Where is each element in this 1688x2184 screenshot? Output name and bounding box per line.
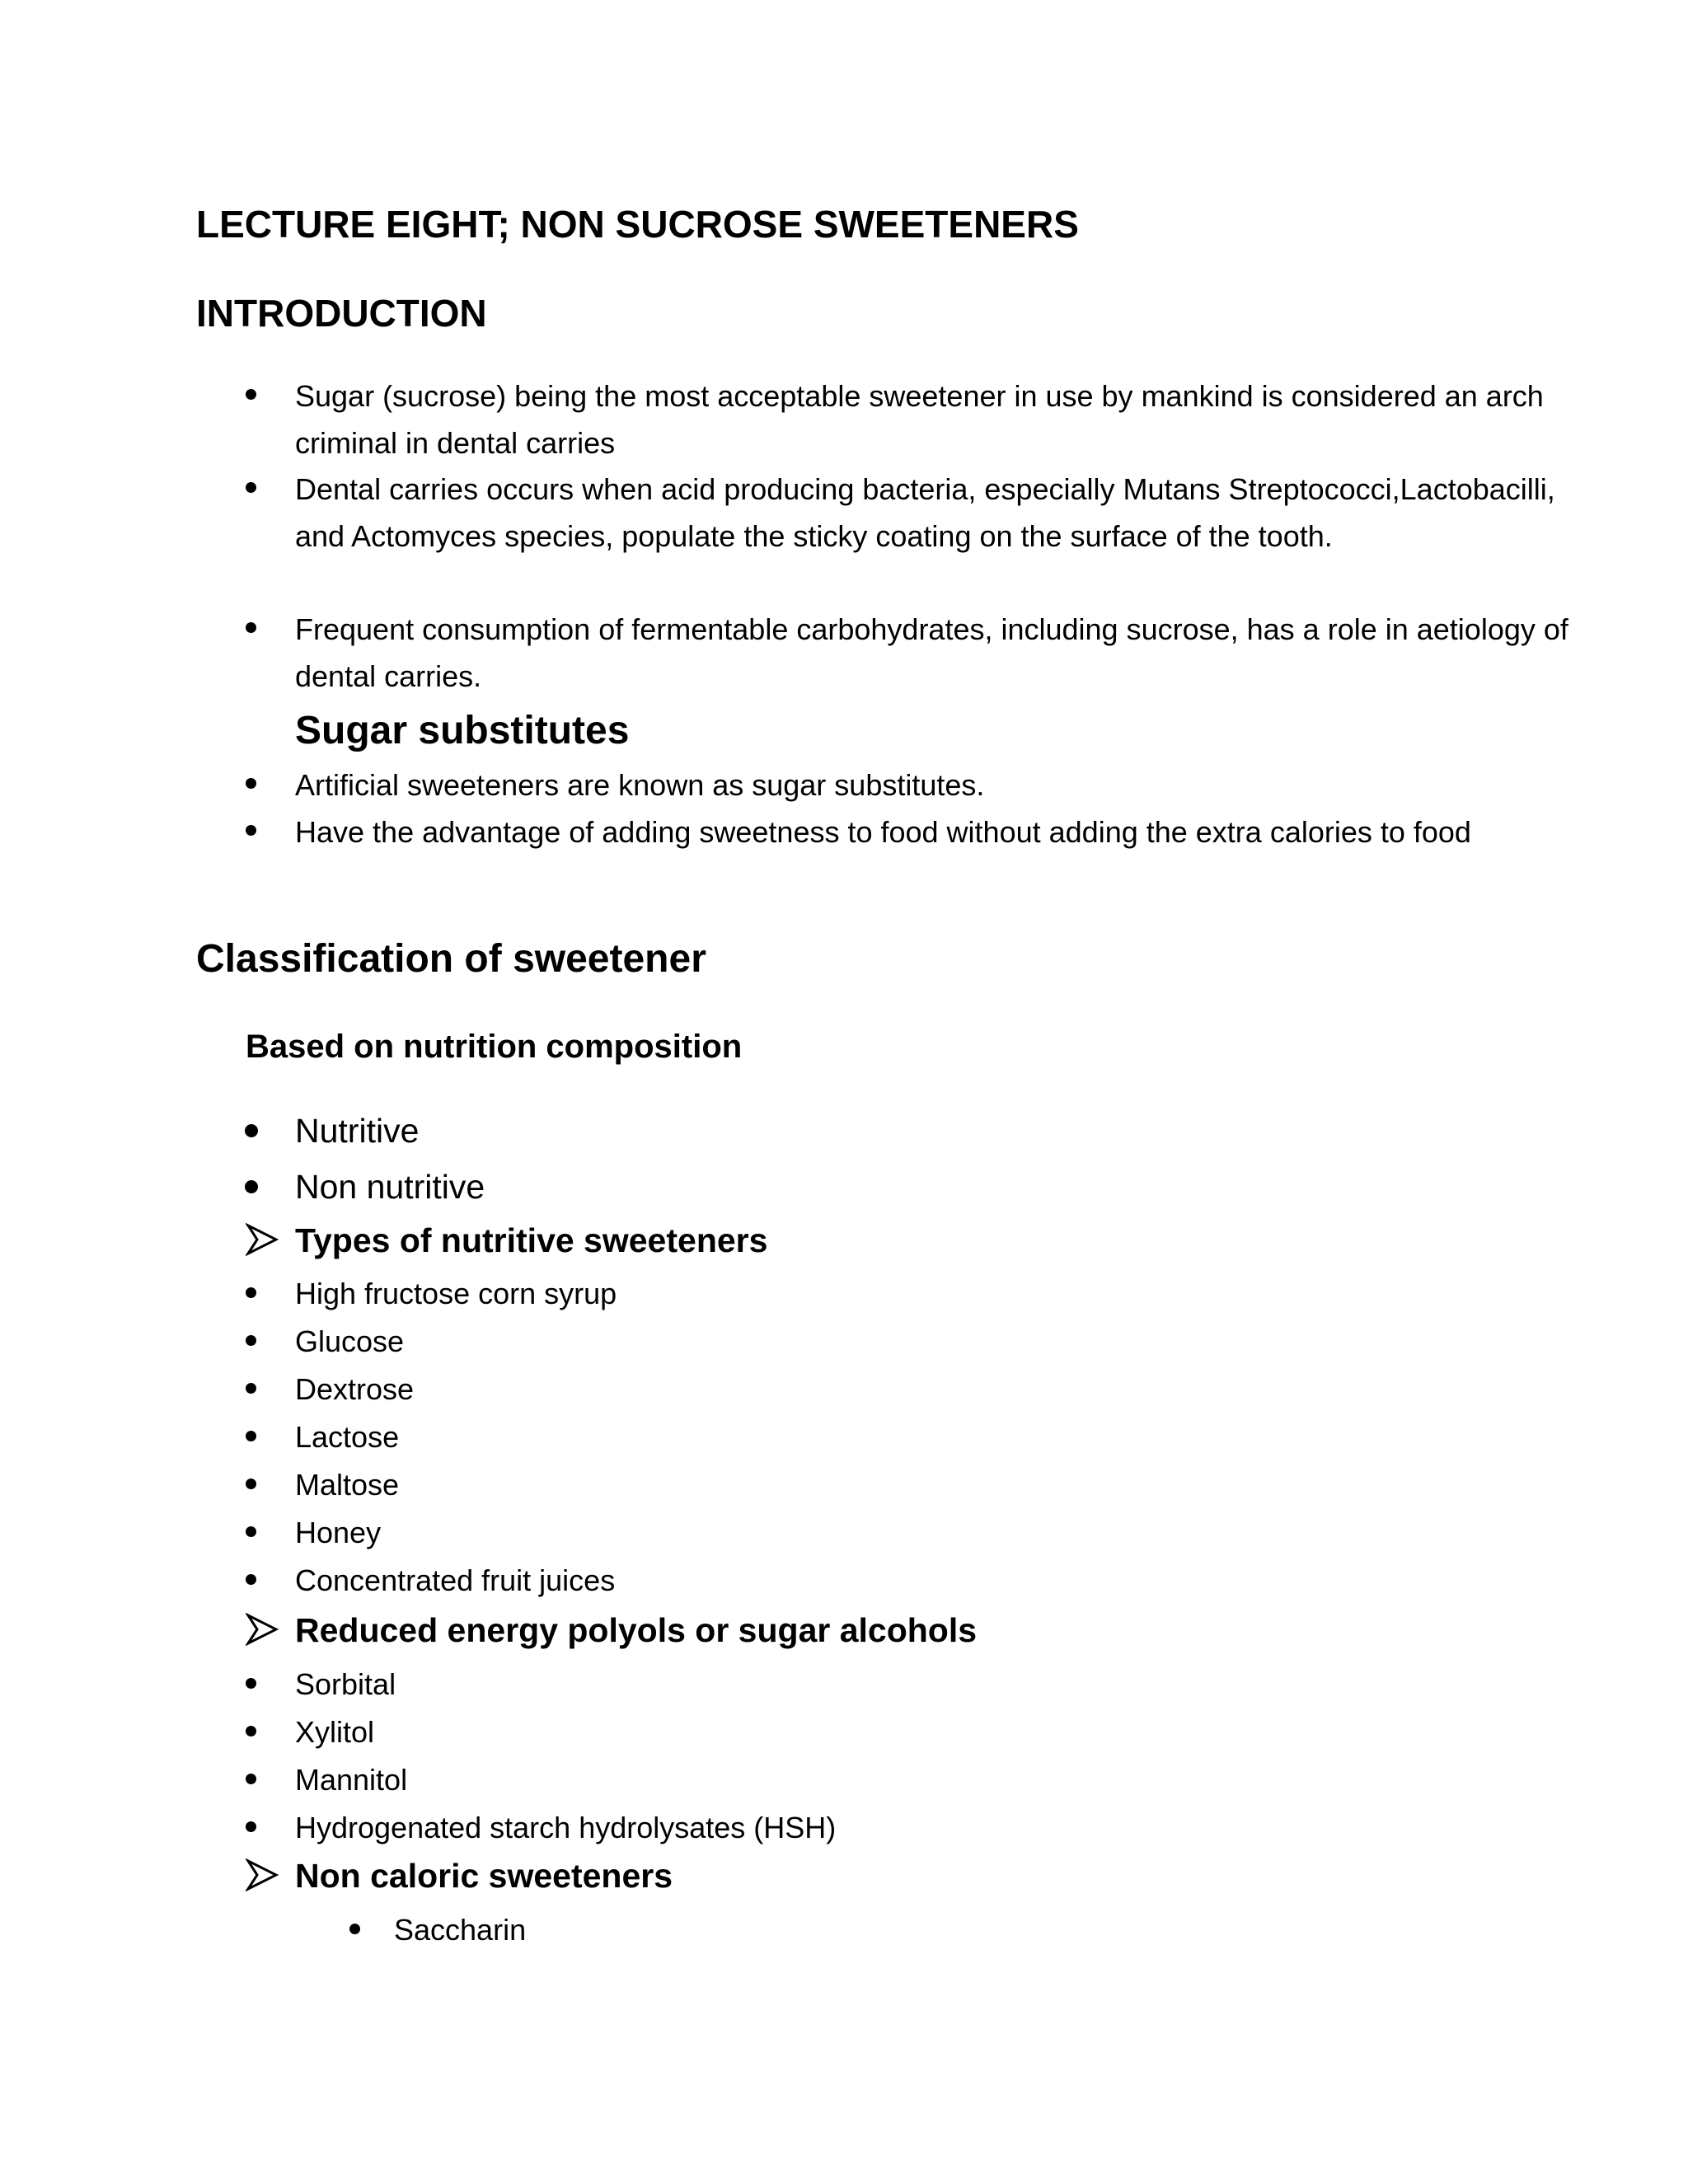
nutritive-item: Maltose	[295, 1468, 400, 1502]
polyol-item: Mannitol	[295, 1763, 408, 1797]
bullet-icon	[246, 778, 256, 789]
nutritive-types-heading: Types of nutritive sweeteners	[295, 1221, 768, 1259]
classification-heading: Classification of sweetener	[196, 937, 706, 981]
arrowhead-bullet-icon	[246, 1223, 279, 1256]
basis-item-non-nutritive: Non nutritive	[295, 1168, 485, 1206]
nutritive-item: Dextrose	[295, 1372, 415, 1406]
intro-bullet-1: Sugar (sucrose) being the most acceptable sweetener in use by mankind is considered an arch criminal in dental carries	[295, 379, 1544, 460]
bullet-icon	[246, 622, 256, 633]
bullet-icon	[349, 1924, 360, 1934]
bullet-icon	[246, 1774, 256, 1784]
bullet-icon	[246, 1574, 256, 1585]
arrowhead-bullet-icon	[246, 1613, 279, 1646]
document-title: LECTURE EIGHT; NON SUCROSE SWEETENERS	[196, 203, 1079, 246]
nutritive-item: High fructose corn syrup	[295, 1277, 617, 1310]
bullet-icon	[246, 482, 256, 493]
bullet-icon	[246, 1479, 256, 1489]
bullet-icon	[246, 1726, 256, 1736]
bullet-icon	[246, 1821, 256, 1832]
intro-bullet-3: Frequent consumption of fermentable carbohydrates, including sucrose, has a role in aetiology of dental carries.	[295, 612, 1568, 693]
arrowhead-bullet-icon	[246, 1858, 279, 1891]
nutritive-item: Concentrated fruit juices	[295, 1563, 616, 1597]
nutritive-item: Lactose	[295, 1420, 400, 1454]
bullet-icon	[245, 1180, 258, 1193]
bullet-icon	[246, 1431, 256, 1441]
basis-item-nutritive: Nutritive	[295, 1112, 420, 1150]
polyol-item: Xylitol	[295, 1715, 375, 1749]
polyol-item: Hydrogenated starch hydrolysates (HSH)	[295, 1811, 837, 1844]
non-caloric-item: Saccharin	[394, 1913, 527, 1947]
bullet-icon	[246, 1287, 256, 1298]
sugar-substitutes-bullet-2: Have the advantage of adding sweetness to food without adding the extra calories to food	[295, 815, 1471, 849]
sugar-substitutes-heading: Sugar substitutes	[295, 709, 630, 752]
bullet-icon	[246, 1678, 256, 1689]
introduction-heading: INTRODUCTION	[196, 292, 487, 335]
polyols-heading: Reduced energy polyols or sugar alcohols	[295, 1611, 978, 1649]
intro-bullet-2: Dental carries occurs when acid producing bacteria, especially Mutans Streptococci,Lactobacilli, and Actomyces species, populate the sticky coating on the surface of the tooth.	[295, 472, 1555, 553]
bullet-icon	[246, 1526, 256, 1537]
bullet-icon	[245, 1124, 258, 1137]
bullet-icon	[246, 389, 256, 400]
non-caloric-heading: Non caloric sweeteners	[295, 1857, 673, 1895]
nutritive-item: Honey	[295, 1516, 382, 1549]
bullet-icon	[246, 1335, 256, 1346]
nutritive-item: Glucose	[295, 1324, 405, 1358]
classification-subheading: Based on nutrition composition	[246, 1029, 743, 1065]
sugar-substitutes-bullet-1: Artificial sweeteners are known as sugar substitutes.	[295, 768, 985, 802]
polyol-item: Sorbital	[295, 1667, 396, 1701]
bullet-icon	[246, 825, 256, 836]
bullet-icon	[246, 1383, 256, 1394]
